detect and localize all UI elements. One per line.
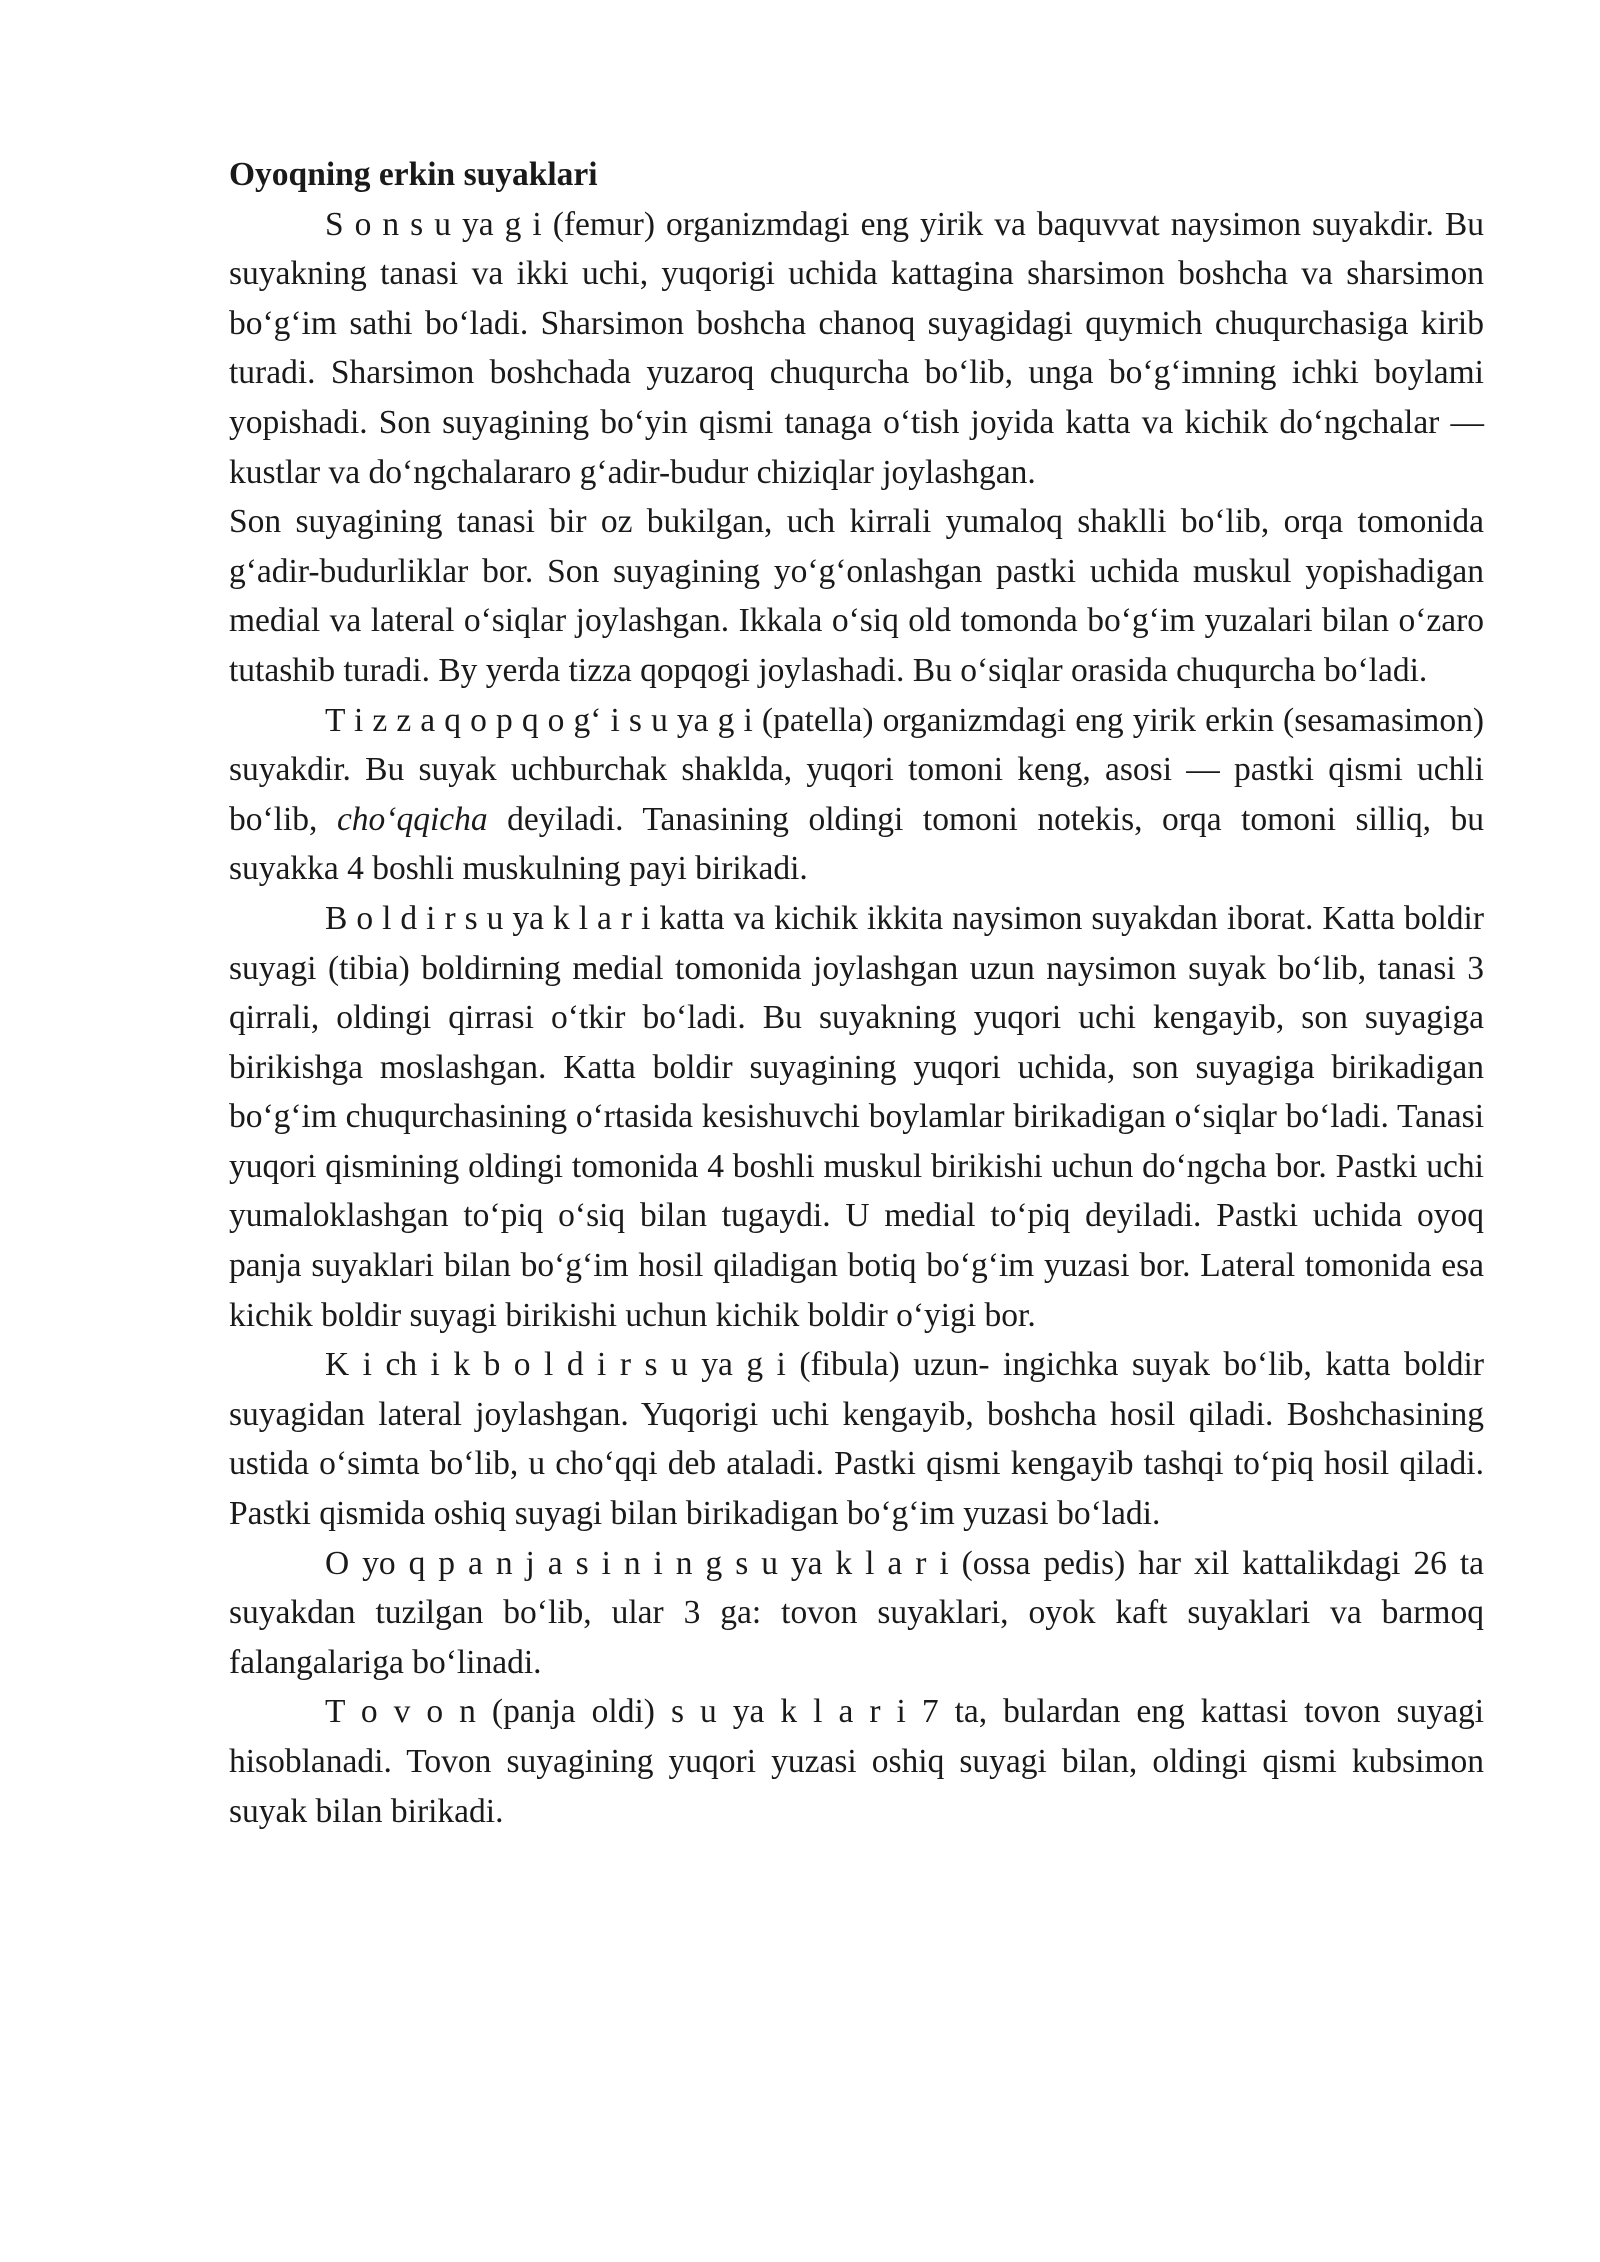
text-foot: (ossa pedis) har xil kattalikdagi 26 ta suyakdan tuzilgan bo‘lib, ular 3 ga: tovon suyaklari, oyok kaft suyaklari va barmoq falangalariga bo‘linadi. [229, 1544, 1484, 1681]
paragraph-patella [229, 696, 1484, 894]
text-tarsus: 7 ta, bulardan eng kattasi tovon suyagi hisoblanadi. Tovon suyagining yuqori yuzasi oshiq suyagi bilan, oldingi qismi kubsimon suyak bilan birikadi. [229, 1693, 1485, 1830]
term-fibula: K i ch i k b o l d i r s u ya g i [325, 1346, 786, 1384]
text-tarsus-mid: (panja oldi) [475, 1693, 671, 1731]
term-tarsus: T o v o n [325, 1693, 476, 1731]
text-patella-after: deyiladi. Tanasining oldingi tomoni notekis, orqa tomoni silliq, bu suyakka 4 boshli muskulning payi birikadi. [229, 800, 1484, 888]
paragraph-tarsus [229, 1687, 1484, 1836]
paragraph-foot [229, 1539, 1484, 1688]
document-page [229, 150, 1484, 1836]
text-patella-italic: cho‘qqicha [336, 800, 488, 838]
term-foot: O yo q p a n j a s i n i n g s u ya k l a r i [325, 1544, 949, 1582]
term-tibia: B o l d i r s u ya k l a r i [325, 899, 651, 937]
term-femur: S o n s u ya g i [325, 205, 542, 243]
term-patella: T i z z a q o p q o g‘ i s u ya g i [325, 701, 753, 739]
text-tibia: katta va kichik ikkita naysimon suyakdan iborat. Katta boldir suyagi (tibia) boldirning medial tomonida joylashgan uzun naysimon suyak bo‘lib, tanasi 3 qirrali, oldingi qirrasi o‘tkir bo‘ladi. Bu suyakning yuqori uchi kengayib, son suyagiga birikishga moslashgan. Katta boldir suyagining yuqori uchida, son suyagiga birikadigan bo‘g‘im chuqurchasining o‘rtasida kesishuvchi boylamlar birikadigan o‘siqlar bo‘ladi. Tanasi yuqori qismining oldingi tomonida 4 boshli muskul birikishi uchun do‘ngcha bor. Pastki uchi yumaloklashgan to‘piq o‘siq bilan tugaydi. U medial to‘piq deyiladi. Pastki uchida oyoq panja suyaklari bilan bo‘g‘im hosil qiladigan botiq bo‘g‘im yuzasi bor. Lateral tomonida esa kichik boldir suyagi birikishi uchun kichik boldir o‘yigi bor. [229, 899, 1484, 1334]
paragraph-fibula [229, 1340, 1484, 1538]
paragraph-tibia [229, 894, 1484, 1340]
text-femur: (femur) organizmdagi eng yirik va baquvvat naysimon suyakdir. Bu suyakning tanasi va ikki uchi, yuqorigi uchida kattagina sharsimon boshcha va sharsimon bo‘g‘im sathi bo‘ladi. Sharsimon boshcha chanoq suyagidagi quymich chuqurchasiga kirib turadi. Sharsimon boshchada yuzaroq chuqurcha bo‘lib, unga bo‘g‘imning ichki boylami yopishadi. Son suyagining bo‘yin qismi tanaga o‘tish joyida katta va kichik do‘ngchalar — kustlar va do‘ngchalararo g‘adir-budur chiziqlar joylashgan. [229, 205, 1484, 491]
text-fibula: (fibula) uzun- ingichka suyak bo‘lib, katta boldir suyagidan lateral joylashgan. Yuqorigi uchi kengayib, boshcha hosil qiladi. Boshchasining ustida o‘simta bo‘lib, u cho‘qqi deb ataladi. Pastki qismi kengayib tashqi to‘piq hosil qiladi. Pastki qismida oshiq suyagi bilan birikadigan bo‘g‘im yuzasi bo‘ladi. [229, 1346, 1484, 1533]
text-femur-body: Son suyagining tanasi bir oz bukilgan, uch kirrali yumaloq shaklli bo‘lib, orqa tomonida g‘adir-budurliklar bor. Son suyagining yo‘g‘onlashgan pastki uchida muskul yopishadigan medial va lateral o‘siqlar joylashgan. Ikkala o‘siq old tomonda bo‘g‘im yuzalari bilan o‘zaro tutashib turadi. By yerda tizza qopqogi joylashadi. Bu o‘siqlar orasida chuqurcha bo‘ladi. [229, 503, 1484, 689]
term-tarsus-2: s u ya k l a r i [670, 1693, 906, 1731]
section-title: Oyoqning erkin suyaklari [229, 156, 598, 193]
paragraph-femur-body [229, 497, 1484, 695]
text-patella-before: (patella) organizmdagi eng yirik erkin (sesamasimon) suyakdir. Bu suyak uchburchak shaklda, yuqori tomoni keng, asosi — pastki qismi uchli bo‘lib, [229, 701, 1485, 838]
paragraph-femur [229, 200, 1484, 498]
